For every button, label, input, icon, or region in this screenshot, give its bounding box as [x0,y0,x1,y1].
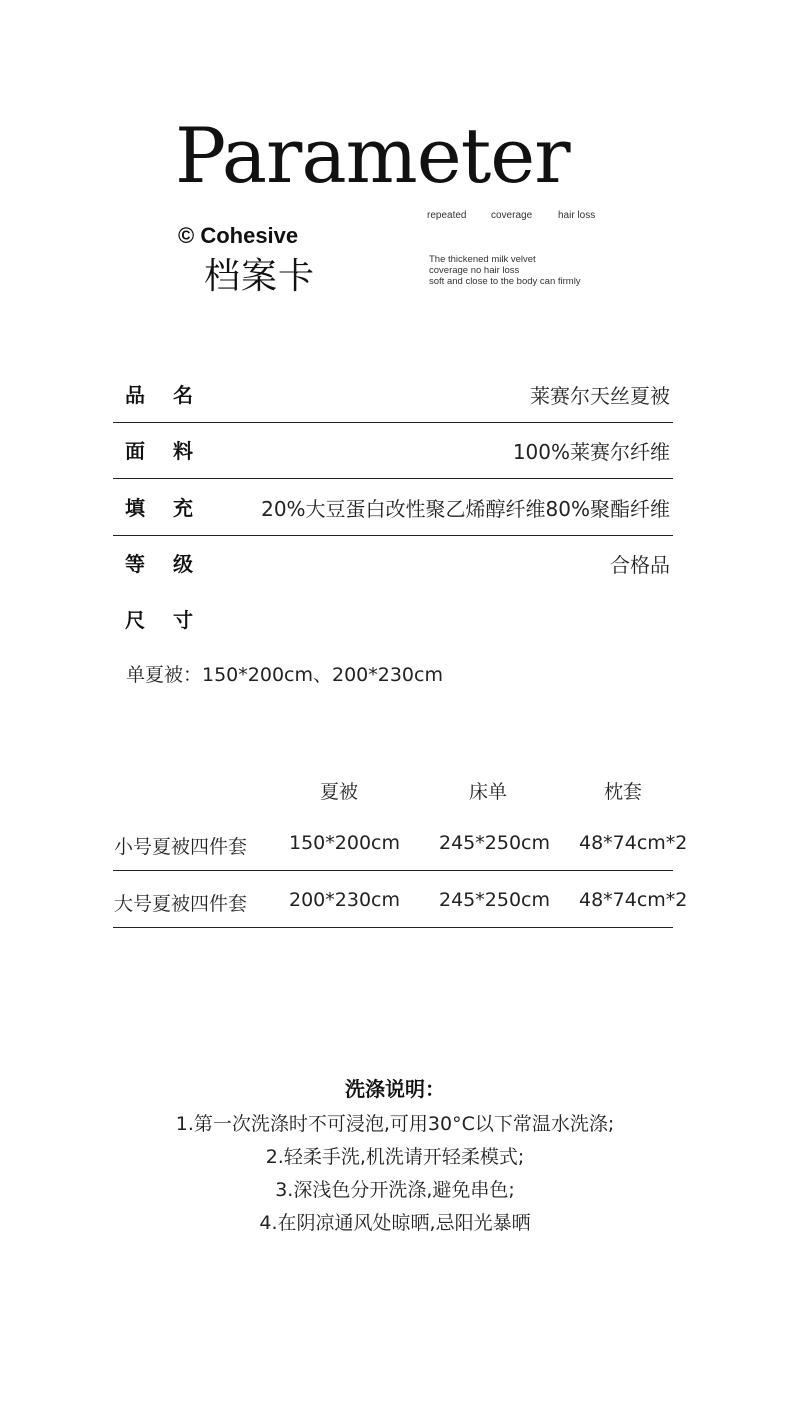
table-row [113,871,688,928]
param-row-name [113,366,673,423]
param-label: 等级 [125,552,221,576]
set-pillow-size: 48*74cm*2 [579,832,688,854]
table-row [113,814,688,871]
param-row-filling [113,479,673,536]
size-note: 单夏被：150*200cm、200*230cm [126,664,443,686]
set-header-sheet: 床单 [469,781,508,803]
header-description [429,254,581,287]
brand-name: © Cohesive [178,223,299,248]
set-sheet-size: 245*250cm [439,889,550,911]
param-row-fabric [113,422,673,479]
param-label: 尺寸 [125,608,221,632]
param-label: 填充 [125,496,221,520]
description-line: soft and close to the body can firmly [429,276,581,287]
param-value: 莱赛尔天丝夏被 [530,384,670,408]
tag-repeated: repeated [427,210,467,221]
set-pillow-size: 48*74cm*2 [579,889,688,911]
wash-line: 4.在阴凉通风处晾晒,忌阳光暴晒 [259,1212,531,1234]
page-title: Parameter [175,111,570,200]
wash-line: 1.第一次洗涤时不可浸泡,可用30°C以下常温水洗涤; [175,1113,615,1135]
wash-line: 3.深浅色分开洗涤,避免串色; [275,1179,515,1201]
wash-line: 2.轻柔手洗,机洗请开轻柔模式; [265,1146,525,1168]
page-subtitle: 档案卡 [204,256,316,297]
tag-coverage: coverage [491,210,533,221]
description-line: The thickened milk velvet [429,254,536,265]
set-header-pillowcase: 枕套 [604,781,643,803]
param-value: 20%大豆蛋白改性聚乙烯醇纤维80%聚酯纤维 [261,497,670,521]
set-name: 大号夏被四件套 [114,893,248,915]
set-quilt-size: 200*230cm [289,889,400,911]
set-name: 小号夏被四件套 [114,836,248,858]
set-sheet-size: 245*250cm [439,832,550,854]
param-row-grade [113,535,673,591]
param-label: 品名 [125,383,221,407]
param-value: 100%莱赛尔纤维 [512,440,670,464]
param-value: 合格品 [610,553,670,577]
wash-title: 洗涤说明： [345,1077,445,1101]
param-row-size [113,591,673,647]
description-line: coverage no hair loss [429,265,520,276]
set-quilt-size: 150*200cm [289,832,400,854]
param-label: 面料 [125,439,221,463]
tag-hair-loss: hair loss [558,210,596,221]
tag-list [427,210,595,221]
set-header-quilt: 夏被 [320,781,359,803]
